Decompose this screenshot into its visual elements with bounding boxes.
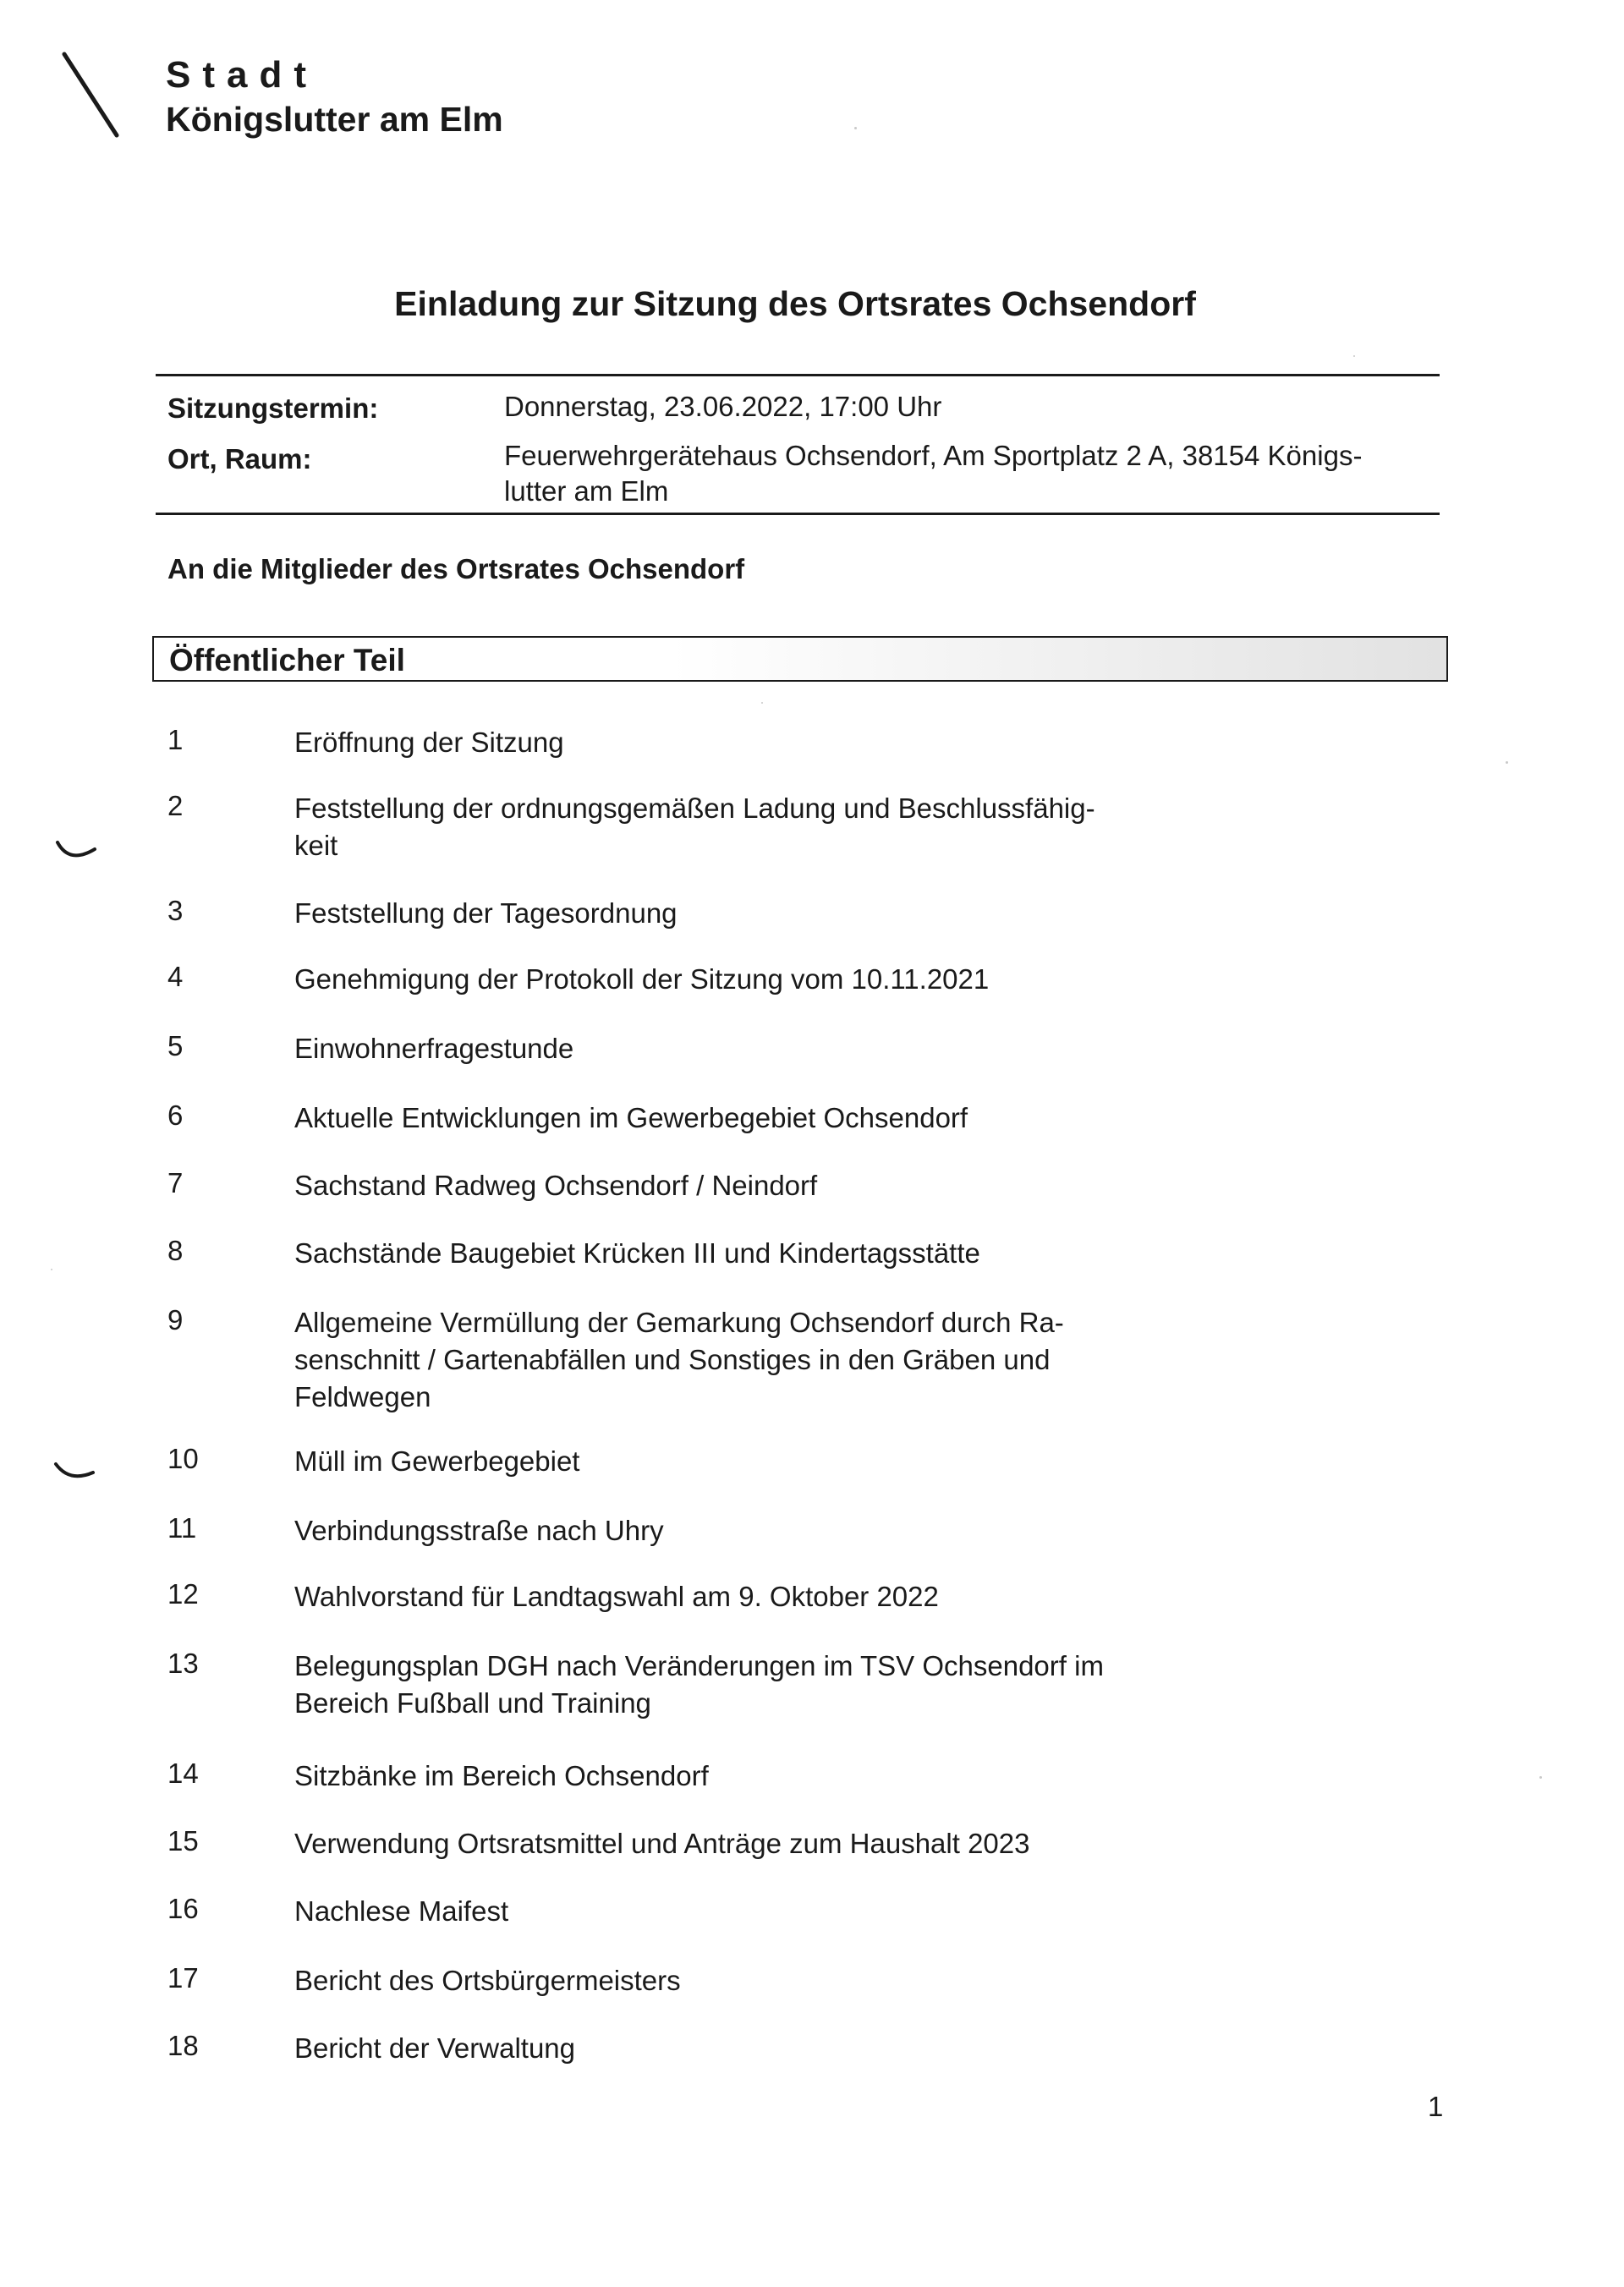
punch-hole-mark (51, 1459, 102, 1493)
agenda-item-number: 11 (167, 1512, 197, 1544)
agenda-item-number: 10 (167, 1443, 199, 1474)
scan-speck (854, 127, 857, 129)
agenda-item-text: Feststellung der ordnungsgemäßen Ladung und Beschlussfähig- keit (294, 792, 1095, 861)
agenda-item-text: Verwendung Ortsratsmittel und Anträge zum Haushalt 2023 (294, 1828, 1030, 1859)
agenda-item-number: 12 (167, 1578, 199, 1610)
scan-speck (1539, 1776, 1542, 1779)
agenda-item-number: 2 (167, 790, 184, 821)
agenda-item-number: 1 (167, 724, 184, 755)
agenda-item-text: Sachstände Baugebiet Krücken III und Kindertagsstätte (294, 1237, 980, 1269)
agenda-item-number: 9 (167, 1304, 184, 1335)
agenda-item-text: Bericht der Verwaltung (294, 2032, 576, 2064)
header-stadt: Stadt (166, 54, 318, 96)
scan-speck (1506, 761, 1508, 764)
agenda-item-number: 6 (167, 1100, 184, 1131)
agenda-item-text: Belegungsplan DGH nach Veränderungen im TSV Ochsendorf im Bereich Fußball und Training (294, 1650, 1104, 1719)
agenda-item-number: 7 (167, 1167, 184, 1198)
agenda-item-number: 4 (167, 961, 184, 992)
meeting-place-label: Ort, Raum: (167, 443, 312, 474)
agenda-item-text: Allgemeine Vermüllung der Gemarkung Ochsendorf durch Ra- senschnitt / Gartenabfällen und Sonstiges in den Gräben und Feldwegen (294, 1307, 1064, 1412)
addressee: An die Mitglieder des Ortsrates Ochsendorf (167, 553, 745, 584)
scan-speck (1353, 355, 1355, 357)
agenda-item-text: Sitzbänke im Bereich Ochsendorf (294, 1760, 709, 1791)
agenda-item-number: 18 (167, 2030, 199, 2061)
agenda-item-number: 8 (167, 1235, 184, 1266)
rule-bottom (156, 513, 1440, 515)
agenda-item-text: Müll im Gewerbegebiet (294, 1445, 580, 1477)
scan-speck (51, 1269, 52, 1270)
scan-speck (761, 702, 763, 704)
meeting-place-value: Feuerwehrgerätehaus Ochsendorf, Am Sportplatz 2 A, 38154 Königs- lutter am Elm (504, 440, 1363, 507)
page-title: Einladung zur Sitzung des Ortsrates Ochsendorf (394, 284, 1196, 323)
agenda-item-text: Sachstand Radweg Ochsendorf / Neindorf (294, 1170, 818, 1201)
meeting-date-value: Donnerstag, 23.06.2022, 17:00 Uhr (504, 391, 942, 422)
agenda-item-number: 13 (167, 1648, 199, 1679)
punch-hole-mark (52, 837, 103, 871)
agenda-item-text: Nachlese Maifest (294, 1895, 509, 1927)
agenda-item-text: Wahlvorstand für Landtagswahl am 9. Oktober 2022 (294, 1581, 939, 1612)
agenda-item-number: 5 (167, 1030, 184, 1061)
agenda-item-number: 15 (167, 1825, 199, 1856)
agenda-item-text: Bericht des Ortsbürgermeisters (294, 1965, 681, 1996)
page-number: 1 (1428, 2091, 1444, 2122)
corner-slash-mark (59, 51, 135, 144)
section-title: Öffentlicher Teil (169, 643, 405, 677)
rule-top (156, 374, 1440, 376)
agenda-item-text: Eröffnung der Sitzung (294, 727, 564, 758)
agenda-item-number: 14 (167, 1758, 199, 1789)
header-city: Königslutter am Elm (166, 100, 503, 139)
agenda-item-text: Einwohnerfragestunde (294, 1033, 574, 1064)
agenda-item-text: Genehmigung der Protokoll der Sitzung vom 10.11.2021 (294, 963, 990, 995)
agenda-item-text: Feststellung der Tagesordnung (294, 897, 678, 929)
agenda-item-text: Verbindungsstraße nach Uhry (294, 1515, 664, 1546)
agenda-item-text: Aktuelle Entwicklungen im Gewerbegebiet Ochsendorf (294, 1102, 968, 1133)
meeting-date-label: Sitzungstermin: (167, 392, 379, 424)
agenda-item-number: 16 (167, 1893, 199, 1924)
agenda-item-number: 3 (167, 895, 184, 926)
agenda-item-number: 17 (167, 1962, 199, 1994)
